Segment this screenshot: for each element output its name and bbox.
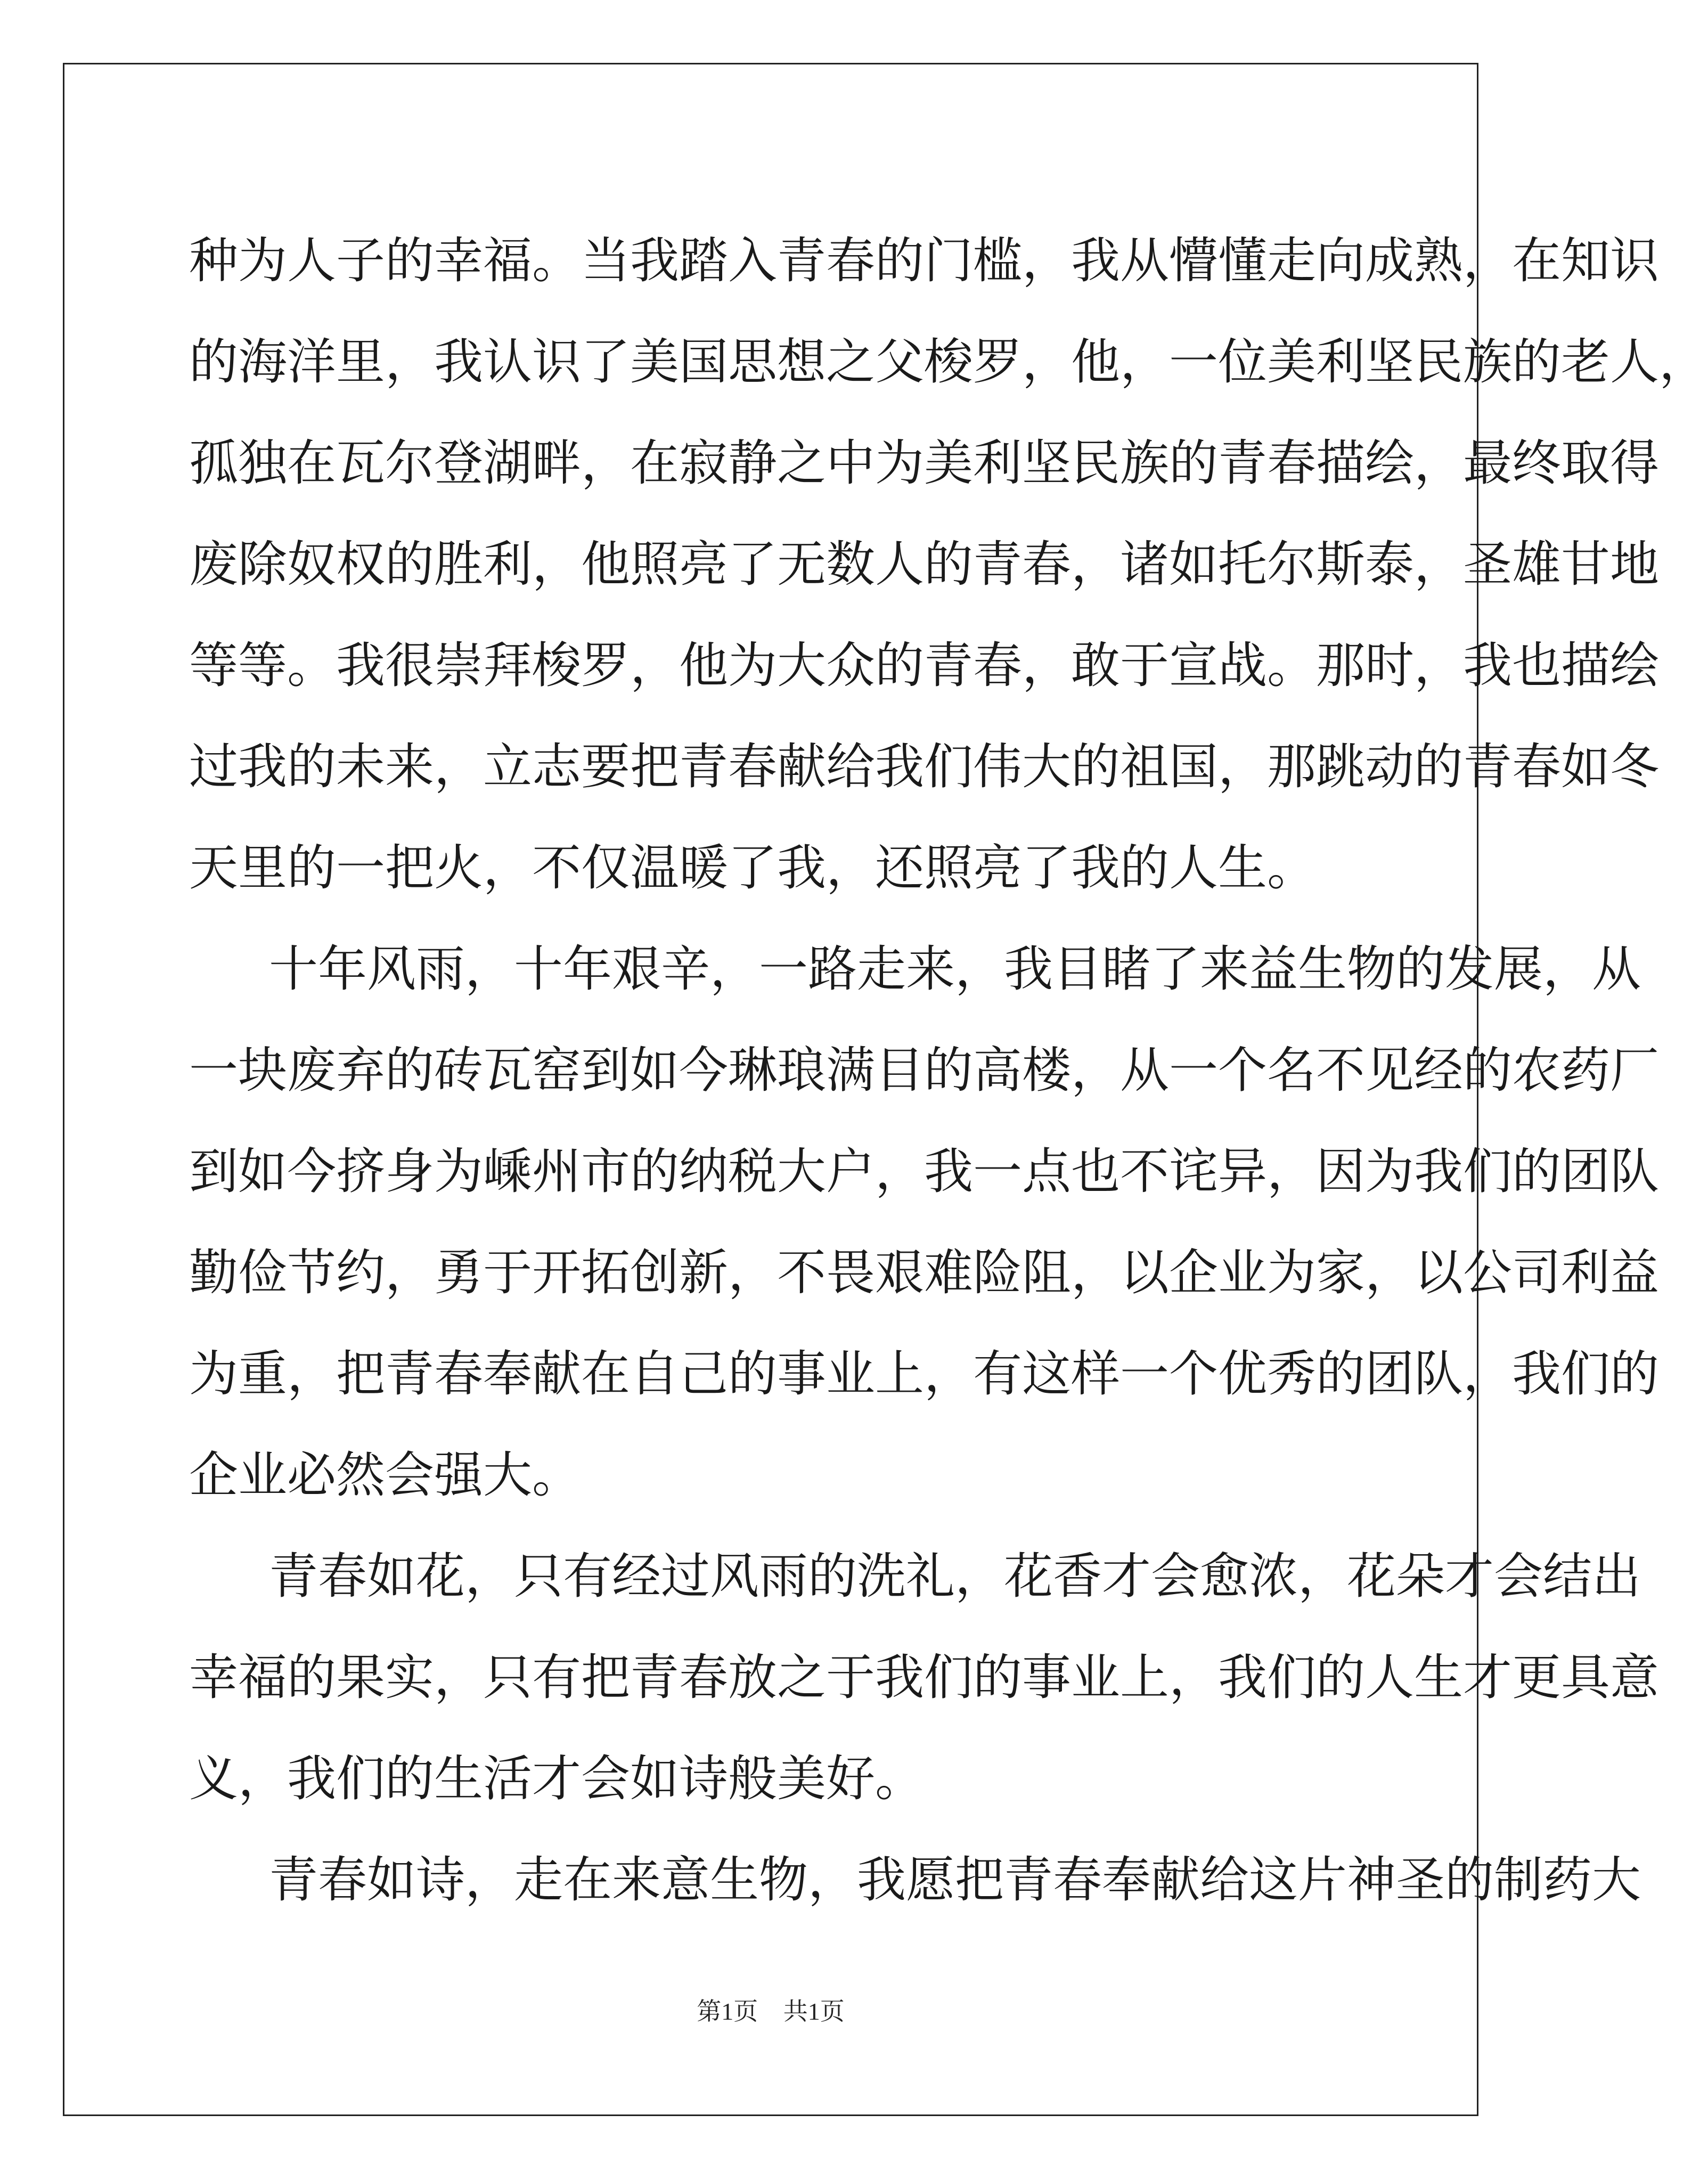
text-line: 等等。我很崇拜梭罗，他为大众的青春，敢于宣战。那时，我也描绘 bbox=[189, 637, 1660, 694]
text-line: 一块废弃的砖瓦窑到如今琳琅满目的高楼，从一个名不见经的农药厂 bbox=[189, 1042, 1660, 1099]
text-line: 幸福的果实，只有把青春放之于我们的事业上，我们的人生才更具意 bbox=[189, 1649, 1660, 1706]
page-number: 第1页 bbox=[697, 1998, 758, 2025]
text-line: 为重，把青春奉献在自己的事业上，有这样一个优秀的团队，我们的 bbox=[189, 1345, 1660, 1402]
text-line: 天里的一把火，不仅温暖了我，还照亮了我的人生。 bbox=[189, 839, 1317, 896]
text-line: 到如今挤身为嵊州市的纳税大户，我一点也不诧异，因为我们的团队 bbox=[189, 1143, 1660, 1200]
page-footer bbox=[0, 1992, 1541, 2027]
text-line: 企业必然会强大。 bbox=[189, 1447, 582, 1504]
document-body bbox=[189, 210, 1708, 1931]
text-line: 的海洋里，我认识了美国思想之父梭罗，他，一位美利坚民族的老人， bbox=[189, 333, 1708, 390]
text-line: 义，我们的生活才会如诗般美好。 bbox=[189, 1750, 925, 1807]
text-line: 过我的未来，立志要把青春献给我们伟大的祖国，那跳动的青春如冬 bbox=[189, 738, 1660, 795]
paragraph-first-line: 青春如诗，走在来意生物，我愿把青春奉献给这片神圣的制药大 bbox=[269, 1851, 1641, 1908]
text-line: 勤俭节约，勇于开拓创新，不畏艰难险阻，以企业为家，以公司利益 bbox=[189, 1244, 1660, 1301]
text-line: 废除奴权的胜利，他照亮了无数人的青春，诸如托尔斯泰，圣雄甘地 bbox=[189, 536, 1660, 593]
paragraph-first-line: 青春如花，只有经过风雨的洗礼，花香才会愈浓，花朵才会结出 bbox=[269, 1548, 1641, 1605]
text-line: 种为人子的幸福。当我踏入青春的门槛，我从懵懂走向成熟，在知识 bbox=[189, 232, 1660, 289]
paragraph-first-line: 十年风雨，十年艰辛，一路走来，我目睹了来益生物的发展，从 bbox=[269, 941, 1641, 998]
text-line: 孤独在瓦尔登湖畔，在寂静之中为美利坚民族的青春描绘，最终取得 bbox=[189, 435, 1660, 492]
page-total: 共1页 bbox=[783, 1998, 845, 2025]
